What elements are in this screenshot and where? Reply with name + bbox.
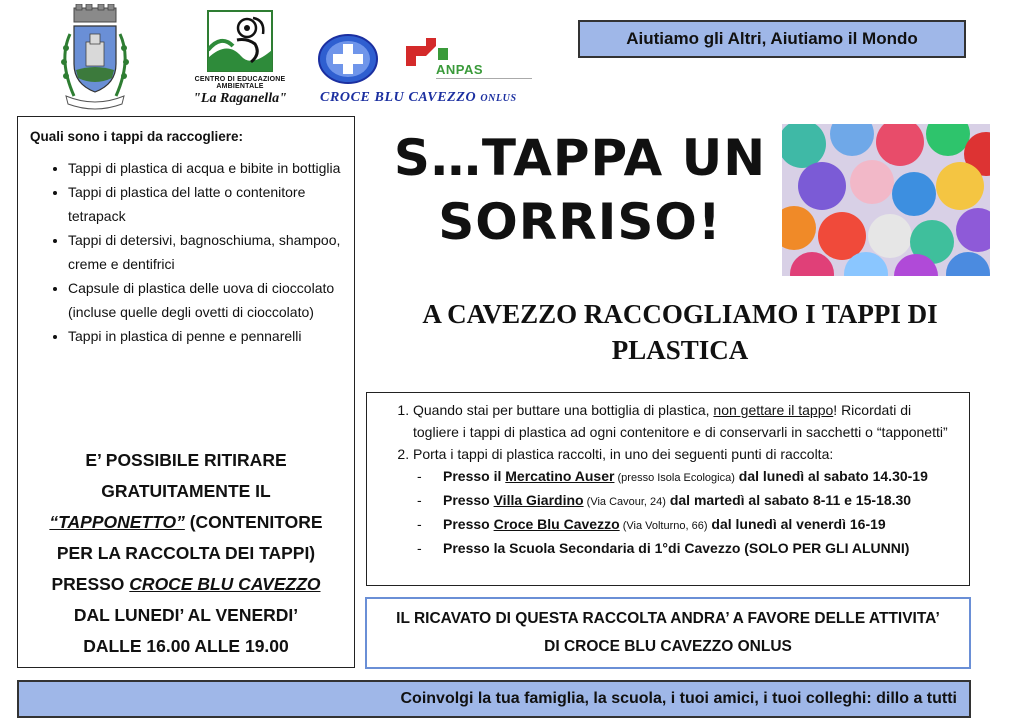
caps-list bbox=[30, 156, 342, 348]
tapponetto-notice bbox=[18, 445, 354, 662]
tapponetto-word: “TAPPONETTO” bbox=[49, 512, 185, 532]
footer-banner: Coinvolgi la tua famiglia, la scuola, i tuoi amici, i tuoi colleghi: dillo a tutti bbox=[17, 680, 971, 718]
point-prefix: Presso bbox=[443, 516, 494, 532]
do-not-throw-cap: non gettare il tappo bbox=[713, 402, 834, 418]
list-item: • Tappi di plastica di acqua e bibite in bottiglia bbox=[68, 156, 342, 180]
point-note: (Via Cavour, 24) bbox=[583, 496, 666, 508]
step2-text: Porta i tappi di plastica raccolti, in uno dei seguenti punti di raccolta: bbox=[413, 446, 834, 462]
point-note: (presso Isola Ecologica) bbox=[614, 472, 735, 484]
comune-coat-of-arms-logo bbox=[52, 4, 138, 112]
raganella-logo bbox=[180, 10, 300, 110]
notice-line: DALLE 16.00 ALLE 19.00 bbox=[83, 636, 289, 656]
frog-icon bbox=[207, 10, 273, 72]
point-place: Villa Giardino bbox=[493, 492, 584, 508]
notice-line: E’ POSSIBILE RITIRARE bbox=[85, 450, 287, 470]
notice-line-start: PRESSO bbox=[51, 574, 130, 594]
proceeds-line1: IL RICAVATO DI QUESTA RACCOLTA ANDRA’ A FAVORE DELLE ATTIVITA’ bbox=[396, 610, 940, 627]
point-place: Mercatino Auser bbox=[505, 468, 615, 484]
main-title bbox=[390, 126, 770, 254]
notice-line bbox=[18, 569, 354, 600]
instructions-list bbox=[377, 399, 959, 559]
collection-point bbox=[413, 465, 959, 489]
list-item: • Tappi di detersivi, bagnoschiuma, shampoo, creme e dentifrici bbox=[68, 228, 342, 276]
croce-blu-cross-logo bbox=[318, 34, 378, 84]
list-item: • Tappi in plastica di penne e pennarelli bbox=[68, 324, 342, 348]
anpas-label: ANPAS bbox=[436, 62, 484, 77]
collection-point bbox=[413, 537, 959, 559]
list-item: • Capsule di plastica delle uova di cioccolato (incluse quelle degli ovetti di cioccolato) bbox=[68, 276, 342, 324]
point-hours: dal lunedì al venerdì 16-19 bbox=[707, 516, 886, 532]
plastic-caps-photo bbox=[782, 124, 990, 276]
croce-blu-name bbox=[320, 90, 517, 106]
notice-line: PER LA RACCOLTA DEI TAPPI) bbox=[56, 543, 316, 563]
subtitle-line1: A CAVEZZO RACCOGLIAMO I TAPPI DI bbox=[422, 299, 938, 329]
caps-to-collect-panel bbox=[17, 116, 355, 668]
point-prefix: Presso bbox=[443, 492, 494, 508]
caps-list-heading: Quali sono i tappi da raccogliere: bbox=[30, 129, 244, 144]
collection-point bbox=[413, 489, 959, 513]
point-prefix: Presso il bbox=[443, 468, 506, 484]
raganella-caption-line1: CENTRO DI EDUCAZIONE AMBIENTALE bbox=[194, 76, 286, 90]
croce-blu-highlight: CROCE BLU CAVEZZO bbox=[129, 574, 321, 594]
instruction-step-1 bbox=[413, 399, 959, 443]
anpas-subtext-line bbox=[436, 78, 536, 79]
croce-blu-name-text: CROCE BLU CAVEZZO bbox=[320, 90, 477, 105]
subtitle-line2: PLASTICA bbox=[611, 335, 749, 365]
notice-line-rest: (CONTENITORE bbox=[184, 512, 323, 532]
instructions-box bbox=[366, 392, 970, 586]
step1-text-end: ! Ricordati di togliere i tappi di plastica ad ogni contenitore e di conservarli in sacchetti o “tapponetti” bbox=[413, 402, 948, 440]
list-item: • Tappi di plastica del latte o contenitore tetrapack bbox=[68, 180, 342, 228]
raganella-caption-line2: "La Raganella" bbox=[193, 91, 287, 106]
collection-point bbox=[413, 513, 959, 537]
step1-text-start: Quando stai per buttare una bottiglia di plastica, bbox=[413, 402, 714, 418]
point-place: Croce Blu Cavezzo bbox=[493, 516, 620, 532]
notice-line: GRATUITAMENTE IL bbox=[101, 481, 271, 501]
main-title-line1: S…TAPPA UN bbox=[393, 129, 767, 187]
instruction-step-2 bbox=[413, 443, 959, 559]
slogan-banner: Aiutiamo gli Altri, Aiutiamo il Mondo bbox=[578, 20, 966, 58]
collection-points-list bbox=[413, 465, 959, 559]
point-note: (Via Volturno, 66) bbox=[619, 520, 708, 532]
notice-line: DAL LUNEDI’ AL VENERDI’ bbox=[73, 605, 299, 625]
main-title-line2: SORRISO! bbox=[438, 193, 722, 251]
point-prefix: Presso la Scuola Secondaria di 1°di Cavezzo (SOLO PER GLI ALUNNI) bbox=[443, 540, 910, 556]
point-hours: dal lunedì al sabato 14.30-19 bbox=[734, 468, 928, 484]
proceeds-notice bbox=[365, 597, 971, 669]
point-hours: dal martedì al sabato 8-11 e 15-18.30 bbox=[665, 492, 912, 508]
collection-subtitle bbox=[380, 296, 980, 368]
croce-blu-suffix: ONLUS bbox=[480, 93, 517, 104]
notice-line bbox=[18, 507, 354, 538]
proceeds-line2: DI CROCE BLU CAVEZZO ONLUS bbox=[544, 638, 792, 655]
